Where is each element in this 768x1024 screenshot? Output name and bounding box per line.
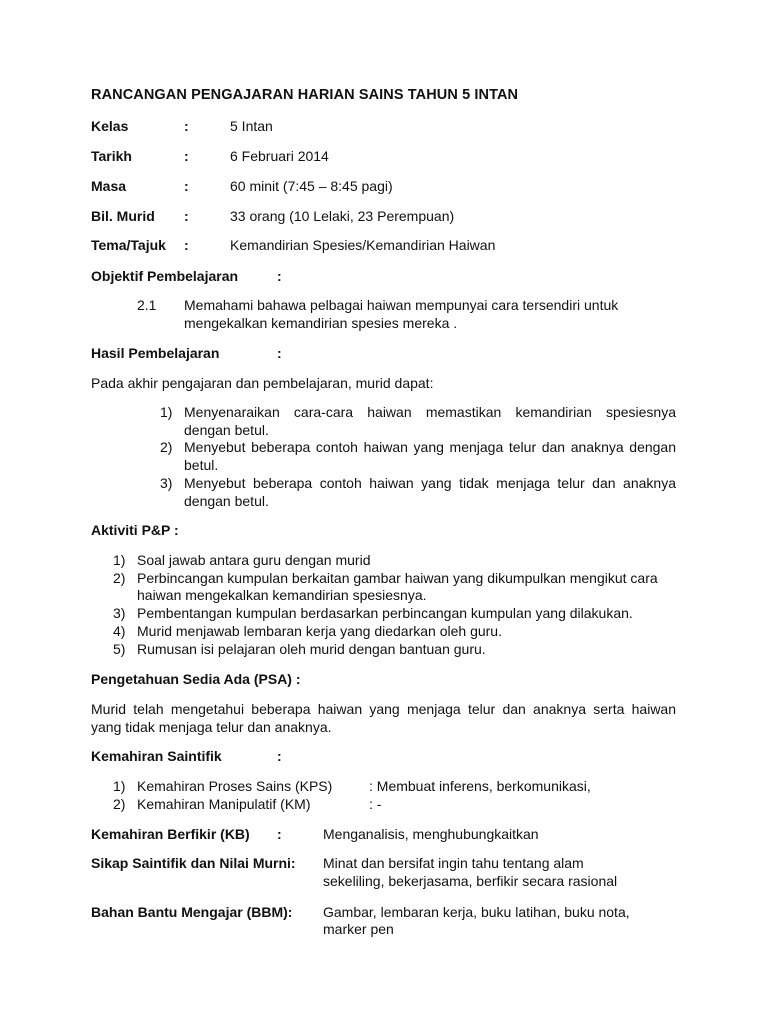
kb-value: Menganalisis, menghubungkaitkan [323,826,539,842]
kb-heading: Kemahiran Berfikir (KB) [91,826,250,842]
info-label-bil-murid: Bil. Murid [91,208,155,224]
info-value-tarikh: 6 Februari 2014 [230,148,329,164]
hasil-item-line2: betul. [184,457,219,473]
hasil-item [184,403,676,439]
aktiviti-item-number: 5) [113,641,126,657]
aktiviti-item-text: Murid menjawab lembaran kerja yang diedarkan oleh guru. [137,623,502,639]
kemahiran-item-label: Kemahiran Manipulatif (KM) [137,796,311,812]
info-colon: : [184,148,189,164]
aktiviti-item-text: Pembentangan kumpulan berdasarkan perbincangan kumpulan yang dilakukan. [137,605,633,621]
hasil-item [184,438,676,474]
info-colon: : [184,178,189,194]
info-label-tema-tajuk: Tema/Tajuk [91,237,166,253]
hasil-item-number: 1) [160,404,173,420]
aktiviti-item-number: 1) [113,552,126,568]
info-colon: : [184,208,189,224]
aktiviti-item-text: Perbincangan kumpulan berkaitan gambar haiwan yang dikumpulkan mengikut cara [137,570,658,586]
hasil-item-line1: Menyebut beberapa contoh haiwan yang menjaga telur dan anaknya dengan [184,439,676,455]
info-value-tema-tajuk: Kemandirian Spesies/Kemandirian Haiwan [230,237,496,253]
info-colon: : [184,237,189,253]
hasil-item-number: 2) [160,439,173,455]
kemahiran-item-value: : Membuat inferens, berkomunikasi, [369,778,591,794]
aktiviti-item-number: 4) [113,623,126,639]
document-title: RANCANGAN PENGAJARAN HARIAN SAINS TAHUN 5 INTAN [91,87,519,103]
aktiviti-item-text: Soal jawab antara guru dengan murid [137,552,371,568]
psa-line1: Murid telah mengetahui beberapa haiwan yang menjaga telur dan anaknya serta haiwan [91,701,676,717]
sikap-line1: Minat dan bersifat ingin tahu tentang alam [323,855,584,871]
aktiviti-item-text: Rumusan isi pelajaran oleh murid dengan bantuan guru. [137,641,486,657]
objektif-heading: Objektif Pembelajaran [91,268,239,284]
psa-line2: yang tidak menjaga telur dan anaknya. [91,719,332,735]
kemahiran-item-number: 1) [113,778,126,794]
kemahiran-saintifik-colon: : [277,748,282,764]
objektif-text-line1: Memahami bahawa pelbagai haiwan mempunyai cara tersendiri untuk [184,297,619,313]
sikap-heading: Sikap Saintifik dan Nilai Murni: [91,855,296,871]
hasil-item-line2: dengan betul. [184,493,269,509]
aktiviti-heading: Aktiviti P&P : [91,522,179,538]
hasil-heading: Hasil Pembelajaran [91,345,220,361]
sikap-line2: sekeliling, bekerjasama, berfikir secara rasional [323,873,618,889]
bbm-line1: Gambar, lembaran kerja, buku latihan, buku nota, [323,904,630,920]
info-colon: : [184,118,189,134]
bbm-heading: Bahan Bantu Mengajar (BBM): [91,904,293,920]
kemahiran-item-number: 2) [113,796,126,812]
hasil-item [184,474,676,510]
hasil-colon: : [277,345,282,361]
info-label-tarikh: Tarikh [91,148,132,164]
hasil-intro: Pada akhir pengajaran dan pembelajaran, murid dapat: [91,375,434,391]
objektif-number: 2.1 [137,297,157,313]
hasil-item-number: 3) [160,475,173,491]
kemahiran-item-value: : - [369,796,382,812]
kemahiran-item-label: Kemahiran Proses Sains (KPS) [137,778,333,794]
info-value-kelas: 5 Intan [230,118,273,134]
bbm-line2: marker pen [323,921,394,937]
info-label-masa: Masa [91,178,127,194]
objektif-text-line2: mengekalkan kemandirian spesies mereka . [184,315,458,331]
psa-paragraph [91,700,676,736]
aktiviti-item-text-line2: haiwan mengekalkan kemandirian spesiesnya. [137,587,427,603]
info-label-kelas: Kelas [91,118,129,134]
kb-colon: : [277,826,282,842]
hasil-item-line1: Menyebut beberapa contoh haiwan yang tidak menjaga telur dan anaknya [184,475,676,491]
hasil-item-line1: Menyenaraikan cara-cara haiwan memastikan kemandirian spesiesnya [184,404,676,420]
aktiviti-item-number: 3) [113,605,126,621]
info-value-masa: 60 minit (7:45 – 8:45 pagi) [230,178,393,194]
psa-heading: Pengetahuan Sedia Ada (PSA) : [91,671,301,687]
kemahiran-saintifik-heading: Kemahiran Saintifik [91,748,222,764]
objektif-colon: : [277,268,282,284]
hasil-item-line2: dengan betul. [184,422,269,438]
info-value-bil-murid: 33 orang (10 Lelaki, 23 Perempuan) [230,208,455,224]
aktiviti-item-number: 2) [113,570,126,586]
